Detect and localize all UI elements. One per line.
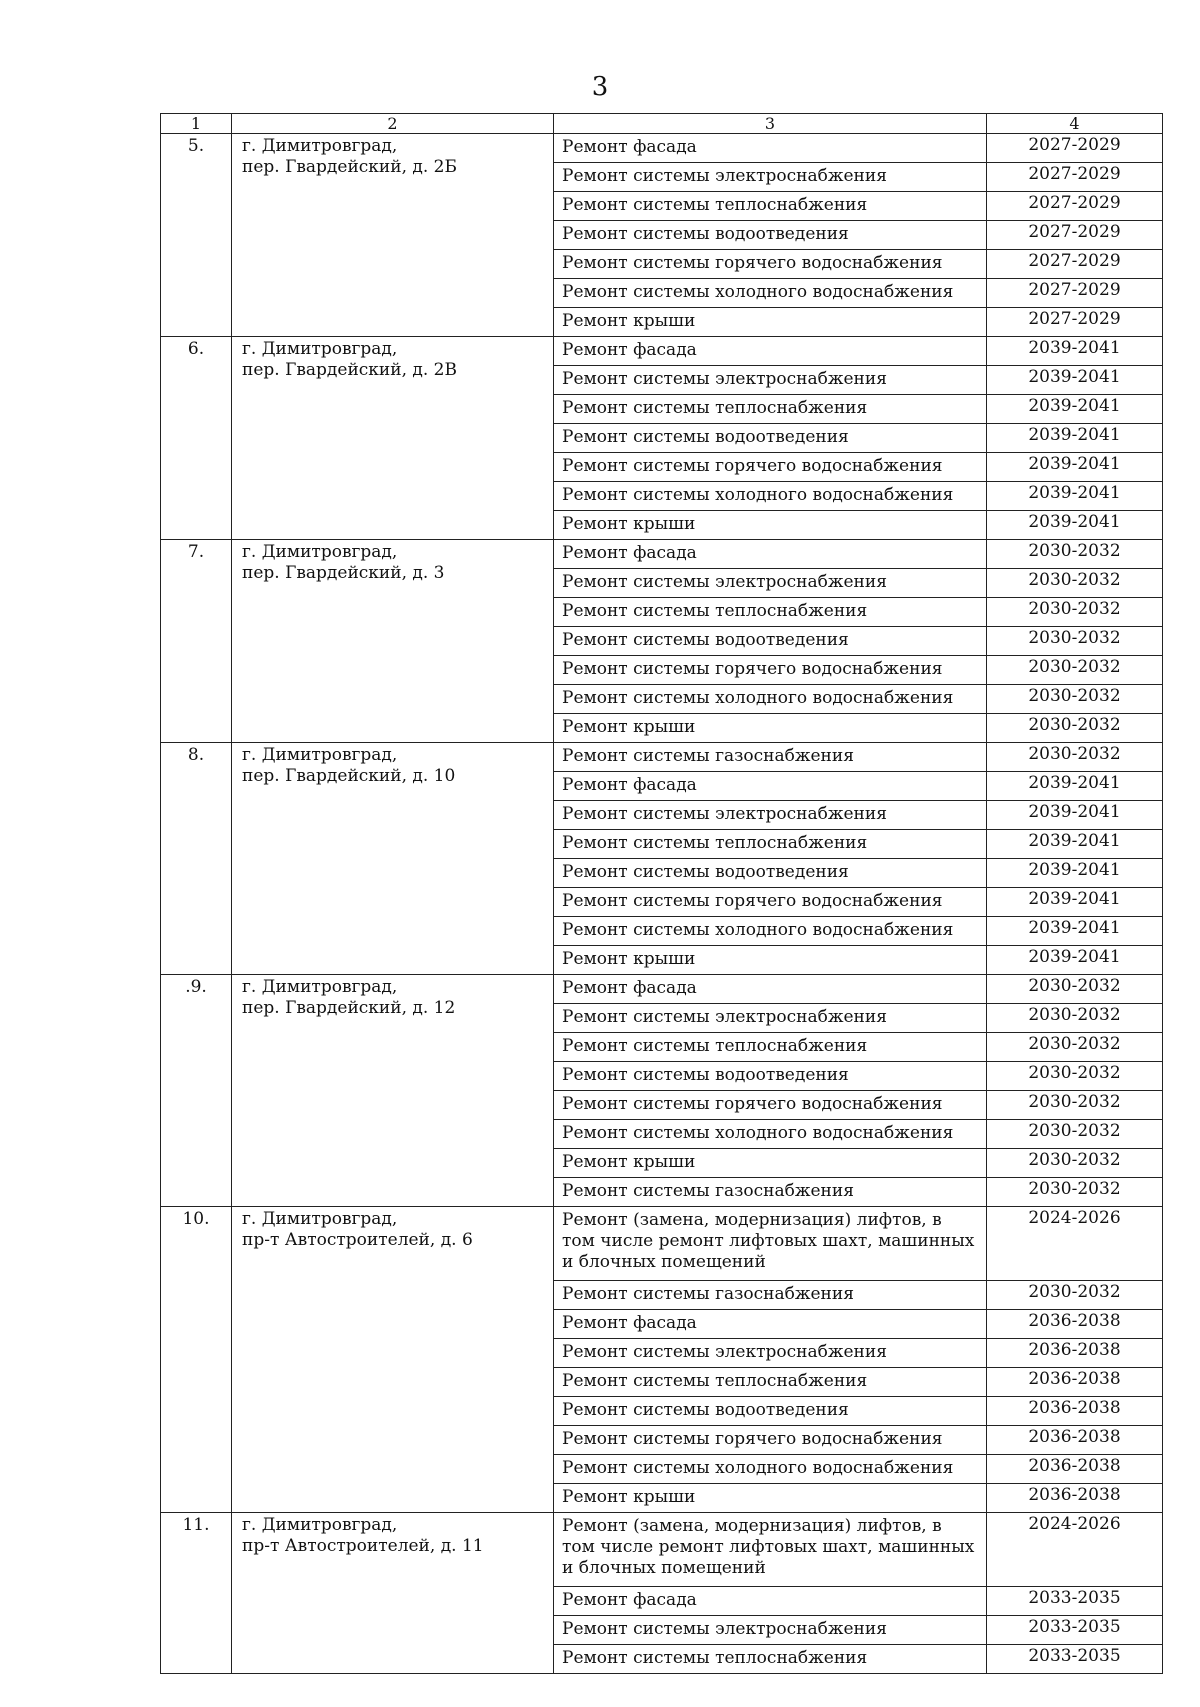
repair-schedule-table [160, 113, 1163, 1674]
work-period: 2039-2041 [987, 424, 1163, 453]
work-type: Ремонт крыши [554, 714, 987, 743]
work-type: Ремонт системы теплоснабжения [554, 1645, 987, 1674]
work-type: Ремонт системы водоотведения [554, 1062, 987, 1091]
work-type: Ремонт системы водоотведения [554, 627, 987, 656]
work-period: 2036-2038 [987, 1455, 1163, 1484]
table-row [161, 134, 1163, 163]
work-type: Ремонт системы электроснабжения [554, 1339, 987, 1368]
column-header: 1 [161, 114, 232, 134]
work-period: 2030-2032 [987, 1281, 1163, 1310]
work-type: Ремонт системы горячего водоснабжения [554, 656, 987, 685]
work-type: Ремонт системы электроснабжения [554, 366, 987, 395]
address-city: г. Димитровград, [242, 977, 398, 997]
work-period: 2030-2032 [987, 1120, 1163, 1149]
work-type: Ремонт системы водоотведения [554, 221, 987, 250]
work-period: 2024-2026 [987, 1513, 1163, 1587]
address-cell [232, 1207, 554, 1513]
address-cell [232, 975, 554, 1207]
work-period: 2039-2041 [987, 395, 1163, 424]
work-period: 2033-2035 [987, 1645, 1163, 1674]
page-number: 3 [591, 72, 609, 102]
work-type: Ремонт системы теплоснабжения [554, 192, 987, 221]
work-period: 2039-2041 [987, 917, 1163, 946]
work-type: Ремонт фасада [554, 772, 987, 801]
work-type: Ремонт системы горячего водоснабжения [554, 250, 987, 279]
address-cell [232, 743, 554, 975]
work-type: Ремонт системы электроснабжения [554, 801, 987, 830]
work-period: 2030-2032 [987, 685, 1163, 714]
work-type: Ремонт фасада [554, 1310, 987, 1339]
item-number: 6. [161, 337, 232, 540]
work-period: 2039-2041 [987, 337, 1163, 366]
work-type: Ремонт системы газоснабжения [554, 743, 987, 772]
work-period: 2030-2032 [987, 1178, 1163, 1207]
address-street: пер. Гвардейский, д. 2В [242, 360, 457, 380]
work-period: 2036-2038 [987, 1339, 1163, 1368]
work-type: Ремонт фасада [554, 540, 987, 569]
work-type: Ремонт системы холодного водоснабжения [554, 917, 987, 946]
work-type: Ремонт системы горячего водоснабжения [554, 1426, 987, 1455]
work-type: Ремонт (замена, модернизация) лифтов, в том числе ремонт лифтовых шахт, машинных и блочных помещений [554, 1513, 987, 1587]
work-type: Ремонт системы холодного водоснабжения [554, 685, 987, 714]
work-period: 2030-2032 [987, 714, 1163, 743]
work-type: Ремонт системы горячего водоснабжения [554, 1091, 987, 1120]
work-type: Ремонт системы теплоснабжения [554, 1033, 987, 1062]
work-type: Ремонт системы газоснабжения [554, 1281, 987, 1310]
work-type: Ремонт системы холодного водоснабжения [554, 1120, 987, 1149]
work-type: Ремонт системы холодного водоснабжения [554, 482, 987, 511]
address-street: пр-т Автостроителей, д. 11 [242, 1536, 484, 1556]
work-type: Ремонт фасада [554, 975, 987, 1004]
work-period: 2027-2029 [987, 279, 1163, 308]
work-type: Ремонт крыши [554, 308, 987, 337]
work-type: Ремонт системы теплоснабжения [554, 395, 987, 424]
address-city: г. Димитровград, [242, 136, 398, 156]
work-period: 2033-2035 [987, 1616, 1163, 1645]
work-type: Ремонт системы электроснабжения [554, 1004, 987, 1033]
work-period: 2039-2041 [987, 772, 1163, 801]
work-type: Ремонт крыши [554, 1484, 987, 1513]
work-period: 2030-2032 [987, 1149, 1163, 1178]
table-row [161, 743, 1163, 772]
work-period: 2039-2041 [987, 801, 1163, 830]
work-period: 2027-2029 [987, 221, 1163, 250]
table-row [161, 975, 1163, 1004]
column-header: 4 [987, 114, 1163, 134]
work-period: 2039-2041 [987, 859, 1163, 888]
address-cell [232, 540, 554, 743]
work-period: 2039-2041 [987, 453, 1163, 482]
work-period: 2027-2029 [987, 163, 1163, 192]
item-number: .9. [161, 975, 232, 1207]
address-cell [232, 134, 554, 337]
work-period: 2030-2032 [987, 1004, 1163, 1033]
work-type: Ремонт системы теплоснабжения [554, 830, 987, 859]
table-row [161, 1513, 1163, 1587]
table-row [161, 337, 1163, 366]
item-number: 11. [161, 1513, 232, 1674]
address-street: пер. Гвардейский, д. 2Б [242, 157, 457, 177]
work-period: 2027-2029 [987, 250, 1163, 279]
work-period: 2030-2032 [987, 1091, 1163, 1120]
work-type: Ремонт системы водоотведения [554, 859, 987, 888]
work-type: Ремонт фасада [554, 1587, 987, 1616]
item-number: 7. [161, 540, 232, 743]
address-city: г. Димитровград, [242, 542, 398, 562]
work-period: 2030-2032 [987, 975, 1163, 1004]
work-period: 2036-2038 [987, 1310, 1163, 1339]
address-cell [232, 1513, 554, 1674]
work-type: Ремонт крыши [554, 1149, 987, 1178]
work-period: 2024-2026 [987, 1207, 1163, 1281]
work-period: 2039-2041 [987, 511, 1163, 540]
table-row [161, 540, 1163, 569]
work-period: 2036-2038 [987, 1426, 1163, 1455]
work-period: 2039-2041 [987, 946, 1163, 975]
work-type: Ремонт системы водоотведения [554, 424, 987, 453]
work-period: 2030-2032 [987, 1033, 1163, 1062]
work-period: 2027-2029 [987, 308, 1163, 337]
work-type: Ремонт (замена, модернизация) лифтов, в том числе ремонт лифтовых шахт, машинных и блочных помещений [554, 1207, 987, 1281]
work-period: 2030-2032 [987, 743, 1163, 772]
item-number: 10. [161, 1207, 232, 1513]
work-type: Ремонт системы теплоснабжения [554, 598, 987, 627]
work-type: Ремонт системы горячего водоснабжения [554, 453, 987, 482]
work-type: Ремонт системы газоснабжения [554, 1178, 987, 1207]
work-period: 2036-2038 [987, 1484, 1163, 1513]
work-type: Ремонт системы электроснабжения [554, 163, 987, 192]
address-street: пр-т Автостроителей, д. 6 [242, 1230, 473, 1250]
work-period: 2030-2032 [987, 656, 1163, 685]
address-street: пер. Гвардейский, д. 10 [242, 766, 456, 786]
work-period: 2030-2032 [987, 1062, 1163, 1091]
work-type: Ремонт крыши [554, 511, 987, 540]
address-city: г. Димитровград, [242, 339, 398, 359]
work-period: 2039-2041 [987, 482, 1163, 511]
address-city: г. Димитровград, [242, 1209, 398, 1229]
work-period: 2039-2041 [987, 830, 1163, 859]
work-period: 2027-2029 [987, 192, 1163, 221]
address-cell [232, 337, 554, 540]
work-period: 2027-2029 [987, 134, 1163, 163]
work-period: 2030-2032 [987, 598, 1163, 627]
item-number: 5. [161, 134, 232, 337]
work-period: 2030-2032 [987, 540, 1163, 569]
work-type: Ремонт крыши [554, 946, 987, 975]
column-header: 3 [554, 114, 987, 134]
table-header-row [161, 114, 1163, 134]
work-period: 2030-2032 [987, 569, 1163, 598]
work-type: Ремонт системы электроснабжения [554, 1616, 987, 1645]
work-type: Ремонт фасада [554, 134, 987, 163]
work-type: Ремонт системы водоотведения [554, 1397, 987, 1426]
work-period: 2039-2041 [987, 888, 1163, 917]
address-street: пер. Гвардейский, д. 3 [242, 563, 445, 583]
work-type: Ремонт системы холодного водоснабжения [554, 279, 987, 308]
address-city: г. Димитровград, [242, 1515, 398, 1535]
work-type: Ремонт системы электроснабжения [554, 569, 987, 598]
work-period: 2033-2035 [987, 1587, 1163, 1616]
work-type: Ремонт системы горячего водоснабжения [554, 888, 987, 917]
table-row [161, 1207, 1163, 1281]
address-city: г. Димитровград, [242, 745, 398, 765]
item-number: 8. [161, 743, 232, 975]
address-street: пер. Гвардейский, д. 12 [242, 998, 456, 1018]
work-period: 2036-2038 [987, 1397, 1163, 1426]
work-period: 2039-2041 [987, 366, 1163, 395]
work-period: 2030-2032 [987, 627, 1163, 656]
column-header: 2 [232, 114, 554, 134]
work-type: Ремонт системы холодного водоснабжения [554, 1455, 987, 1484]
work-period: 2036-2038 [987, 1368, 1163, 1397]
work-type: Ремонт системы теплоснабжения [554, 1368, 987, 1397]
work-type: Ремонт фасада [554, 337, 987, 366]
